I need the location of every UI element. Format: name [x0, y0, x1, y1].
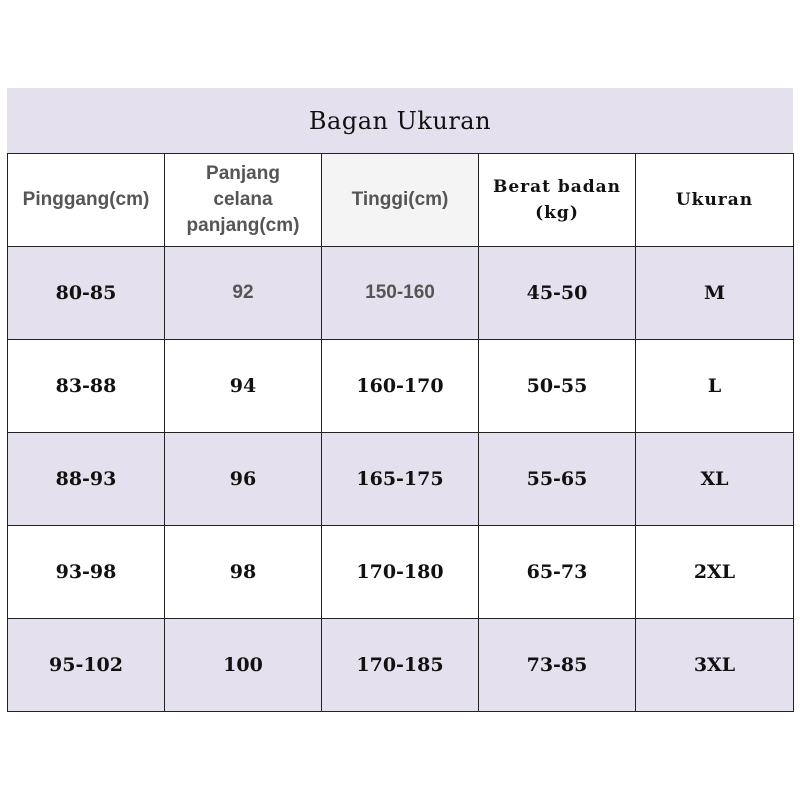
size-chart: [7, 88, 793, 712]
cell-weight: 50-55: [479, 340, 636, 433]
cell-height: 165-175: [322, 433, 479, 526]
table-row: [8, 340, 794, 433]
table-row: [8, 433, 794, 526]
cell-height: 170-180: [322, 526, 479, 619]
cell-pants-length: 92: [165, 247, 322, 340]
cell-size: M: [636, 247, 794, 340]
cell-weight: 55-65: [479, 433, 636, 526]
header-weight: [479, 154, 636, 247]
header-pants-length: [165, 154, 322, 247]
header-weight-text: Berat badan (kg): [492, 177, 622, 223]
cell-size: XL: [636, 433, 794, 526]
cell-pants-length: 94: [165, 340, 322, 433]
cell-size: 3XL: [636, 619, 794, 712]
header-height: Tinggi(cm): [322, 154, 479, 247]
cell-waist: 93-98: [8, 526, 165, 619]
cell-waist: 95-102: [8, 619, 165, 712]
cell-waist: 83-88: [8, 340, 165, 433]
header-waist: Pinggang(cm): [8, 154, 165, 247]
table-row: [8, 526, 794, 619]
cell-height: 150-160: [322, 247, 479, 340]
cell-pants-length: 98: [165, 526, 322, 619]
header-pants-length-text: Panjang celana panjang(cm): [186, 163, 300, 236]
cell-weight: 45-50: [479, 247, 636, 340]
header-row: [8, 154, 794, 247]
table-row: [8, 247, 794, 340]
cell-height: 160-170: [322, 340, 479, 433]
cell-waist: 80-85: [8, 247, 165, 340]
cell-waist: 88-93: [8, 433, 165, 526]
header-size: Ukuran: [636, 154, 794, 247]
size-table: [7, 153, 794, 712]
cell-pants-length: 100: [165, 619, 322, 712]
cell-size: L: [636, 340, 794, 433]
cell-pants-length: 96: [165, 433, 322, 526]
cell-weight: 73-85: [479, 619, 636, 712]
cell-height: 170-185: [322, 619, 479, 712]
chart-title: Bagan Ukuran: [7, 88, 793, 153]
table-row: [8, 619, 794, 712]
cell-size: 2XL: [636, 526, 794, 619]
cell-weight: 65-73: [479, 526, 636, 619]
